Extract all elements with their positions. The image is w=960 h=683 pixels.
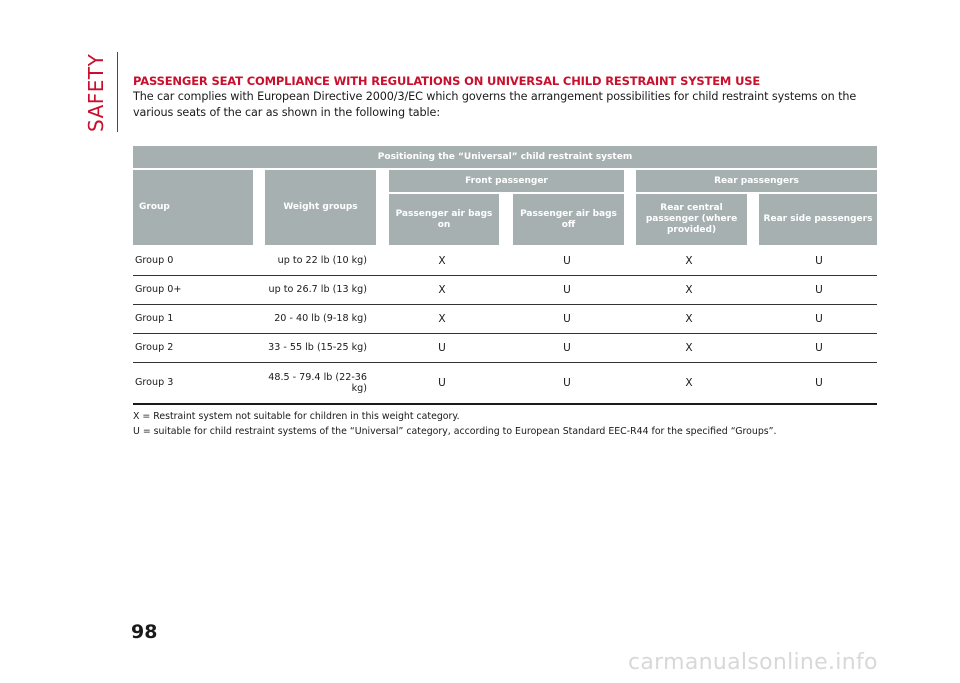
cell-weight: up to 26.7 lb (13 kg) <box>268 284 367 295</box>
legend-x-note: X = Restraint system not suitable for children in this weight category. <box>133 411 460 422</box>
column-header-front-passenger: Front passenger <box>389 170 624 192</box>
cell-group: Group 1 <box>135 313 174 324</box>
cell-airbags-on: U <box>438 376 446 389</box>
cell-weight: 48.5 - 79.4 lb (22-36 kg) <box>268 371 367 394</box>
column-header-airbags-off: Passenger air bags off <box>513 194 624 245</box>
column-header-rear-side: Rear side passengers <box>759 194 877 245</box>
cell-airbags-on: U <box>438 341 446 354</box>
cell-airbags-off: U <box>563 376 571 389</box>
cell-rear-central: X <box>685 376 693 389</box>
side-divider <box>117 52 118 132</box>
cell-airbags-on: X <box>438 312 446 325</box>
cell-group: Group 3 <box>135 377 174 388</box>
cell-group: Group 0+ <box>135 284 182 295</box>
column-header-group: Group <box>133 170 253 245</box>
column-header-airbags-on: Passenger air bags on <box>389 194 499 245</box>
page-number: 98 <box>131 621 158 643</box>
table-row <box>133 362 877 405</box>
table-header <box>133 146 877 245</box>
intro-paragraph: The car complies with European Directive 2000/3/EC which governs the arrangement possibilities for child restraint systems on the various seats of the car as shown in the following table: <box>133 90 857 119</box>
cell-rear-central: X <box>685 312 693 325</box>
legend-u-note: U = suitable for child restraint systems of the “Universal” category, according to European Standard EEC-R44 for the specified “Groups”. <box>133 426 777 437</box>
side-section-label <box>84 52 108 134</box>
table-row <box>133 333 877 363</box>
cell-group: Group 2 <box>135 342 174 353</box>
cell-airbags-off: U <box>563 283 571 296</box>
cell-rear-central: X <box>685 341 693 354</box>
cell-rear-side: U <box>815 312 823 325</box>
cell-group: Group 0 <box>135 255 174 266</box>
cell-airbags-off: U <box>563 254 571 267</box>
cell-airbags-on: X <box>438 254 446 267</box>
cell-airbags-off: U <box>563 312 571 325</box>
column-header-weight: Weight groups <box>265 170 376 245</box>
table-legend <box>133 409 893 439</box>
table-row <box>133 275 877 305</box>
section-title: PASSENGER SEAT COMPLIANCE WITH REGULATIONS ON UNIVERSAL CHILD RESTRAINT SYSTEM USE <box>133 74 761 88</box>
column-header-rear-passengers: Rear passengers <box>636 170 877 192</box>
cell-airbags-off: U <box>563 341 571 354</box>
side-section-label-text: SAFETY <box>84 53 108 132</box>
cell-rear-side: U <box>815 254 823 267</box>
cell-rear-central: X <box>685 283 693 296</box>
cell-weight: 33 - 55 lb (15-25 kg) <box>268 342 367 353</box>
cell-airbags-on: X <box>438 283 446 296</box>
cell-rear-central: X <box>685 254 693 267</box>
table-row <box>133 246 877 276</box>
cell-weight: 20 - 40 lb (9-18 kg) <box>274 313 367 324</box>
column-header-rear-central: Rear central passenger (where provided) <box>636 194 747 245</box>
cell-rear-side: U <box>815 283 823 296</box>
table-title: Positioning the “Universal” child restraint system <box>133 146 877 168</box>
cell-weight: up to 22 lb (10 kg) <box>277 255 367 266</box>
cell-rear-side: U <box>815 376 823 389</box>
cell-rear-side: U <box>815 341 823 354</box>
table-row <box>133 304 877 334</box>
site-watermark: carmanualsonline.info <box>628 650 878 675</box>
